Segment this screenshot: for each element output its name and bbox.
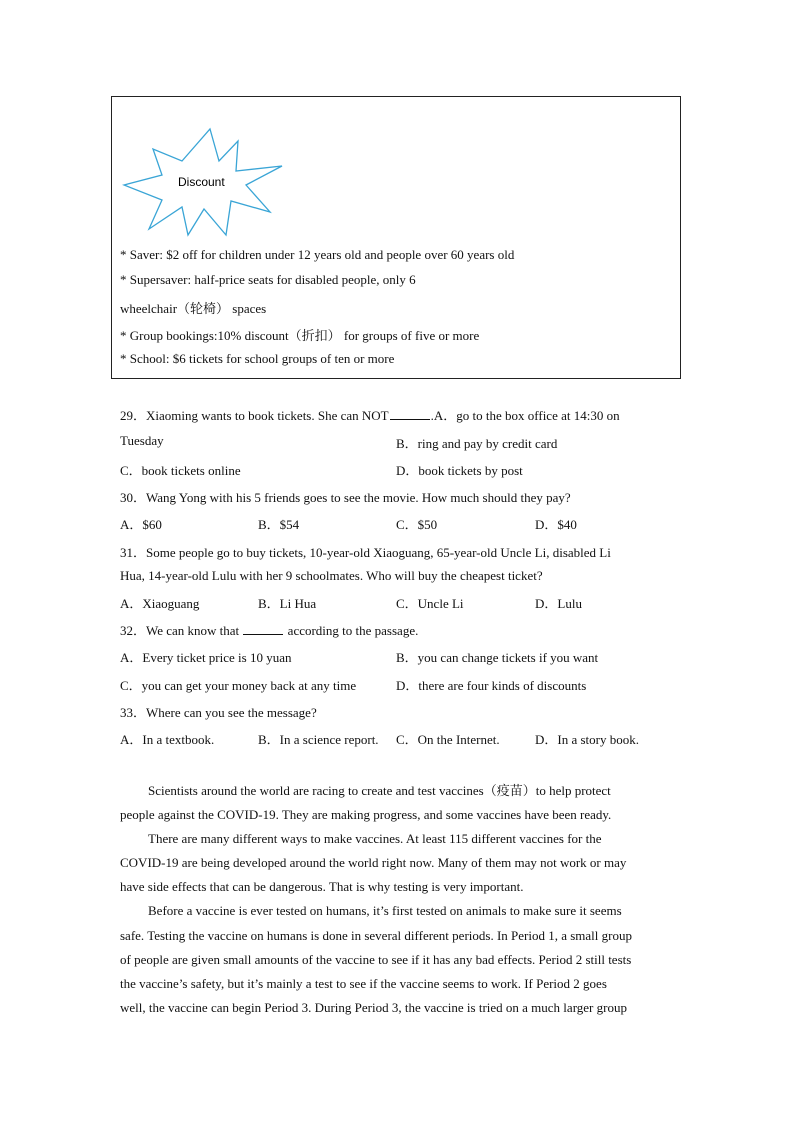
discount-line-supersaver: * Supersaver: half-price seats for disabled people, only 6 xyxy=(120,272,416,287)
passage-line: COVID-19 are being developed around the world right now. Many of them may not work or may xyxy=(120,855,627,870)
question-31-option-b: B．Li Hua xyxy=(258,596,317,611)
question-31-stem-cont: Hua, 14-year-old Lulu with her 9 schoolmates. Who will buy the cheapest ticket? xyxy=(120,568,543,583)
question-32-stem-before: 32．We can know that xyxy=(120,623,240,638)
question-29-stem-cont: Tuesday xyxy=(120,433,164,448)
question-29-option-d: D．book tickets by post xyxy=(396,463,523,478)
question-33-option-c: C．On the Internet. xyxy=(396,732,500,747)
passage-line: people against the COVID-19. They are making progress, and some vaccines have been ready. xyxy=(120,807,612,822)
question-33-stem: 33．Where can you see the message? xyxy=(120,705,317,720)
question-31-stem: 31．Some people go to buy tickets, 10-year-old Xiaoguang, 65-year-old Uncle Li, disabled Li xyxy=(120,545,611,560)
discount-line-saver: * Saver: $2 off for children under 12 years old and people over 60 years old xyxy=(120,247,515,262)
passage-line: the vaccine’s safety, but it’s mainly a test to see if the vaccine seems to work. If Period 2 goes xyxy=(120,976,607,991)
question-29-stem-before: 29．Xiaoming wants to book tickets. She can NOT xyxy=(120,408,389,423)
question-30-option-c: C．$50 xyxy=(396,517,438,532)
question-33-option-d: D．In a story book. xyxy=(535,732,639,747)
discount-line-wheelchair: wheelchair（轮椅） spaces xyxy=(120,301,267,316)
discount-line-group: * Group bookings:10% discount（折扣） for groups of five or more xyxy=(120,328,480,343)
question-32-stem-after: according to the passage. xyxy=(287,623,419,638)
question-32-option-d: D．there are four kinds of discounts xyxy=(396,678,587,693)
passage-line: well, the vaccine can begin Period 3. During Period 3, the vaccine is tried on a much larger group xyxy=(120,1000,627,1015)
discount-line-school: * School: $6 tickets for school groups of ten or more xyxy=(120,351,395,366)
passage-line: There are many different ways to make vaccines. At least 115 different vaccines for the xyxy=(148,831,602,846)
passage-line: have side effects that can be dangerous. That is why testing is very important. xyxy=(120,879,524,894)
question-31-option-d: D．Lulu xyxy=(535,596,582,611)
passage-line: safe. Testing the vaccine on humans is done in several different periods. In Period 1, a small group xyxy=(120,928,632,943)
question-29-option-a: .A．go to the box office at 14:30 on xyxy=(430,408,620,423)
question-32-option-c: C．you can get your money back at any time xyxy=(120,678,357,693)
question-33-option-a: A．In a textbook. xyxy=(120,732,215,747)
question-30-option-a: A．$60 xyxy=(120,517,162,532)
question-30-option-b: B．$54 xyxy=(258,517,300,532)
question-31-option-a: A．Xiaoguang xyxy=(120,596,200,611)
question-32-stem xyxy=(120,620,418,639)
passage-line: Before a vaccine is ever tested on humans, it’s first tested on animals to make sure it seems xyxy=(148,903,622,918)
discount-box xyxy=(111,96,681,379)
question-30-option-d: D．$40 xyxy=(535,517,577,532)
answer-blank xyxy=(390,407,430,420)
answer-blank xyxy=(243,622,283,635)
starburst-icon xyxy=(122,127,284,239)
passage-line: Scientists around the world are racing to create and test vaccines（疫苗）to help protect xyxy=(148,783,611,798)
question-29-option-c: C．book tickets online xyxy=(120,463,241,478)
question-32-option-a: A．Every ticket price is 10 yuan xyxy=(120,650,292,665)
question-31-option-c: C．Uncle Li xyxy=(396,596,464,611)
question-30-stem: 30．Wang Yong with his 5 friends goes to see the movie. How much should they pay? xyxy=(120,490,571,505)
question-32-option-b: B．you can change tickets if you want xyxy=(396,650,599,665)
question-29-stem xyxy=(120,405,620,424)
question-29-option-b: B．ring and pay by credit card xyxy=(396,436,558,451)
discount-badge-label: Discount xyxy=(178,175,225,189)
question-33-option-b: B．In a science report. xyxy=(258,732,379,747)
passage-line: of people are given small amounts of the vaccine to see if it has any bad effects. Period 2 still tests xyxy=(120,952,632,967)
